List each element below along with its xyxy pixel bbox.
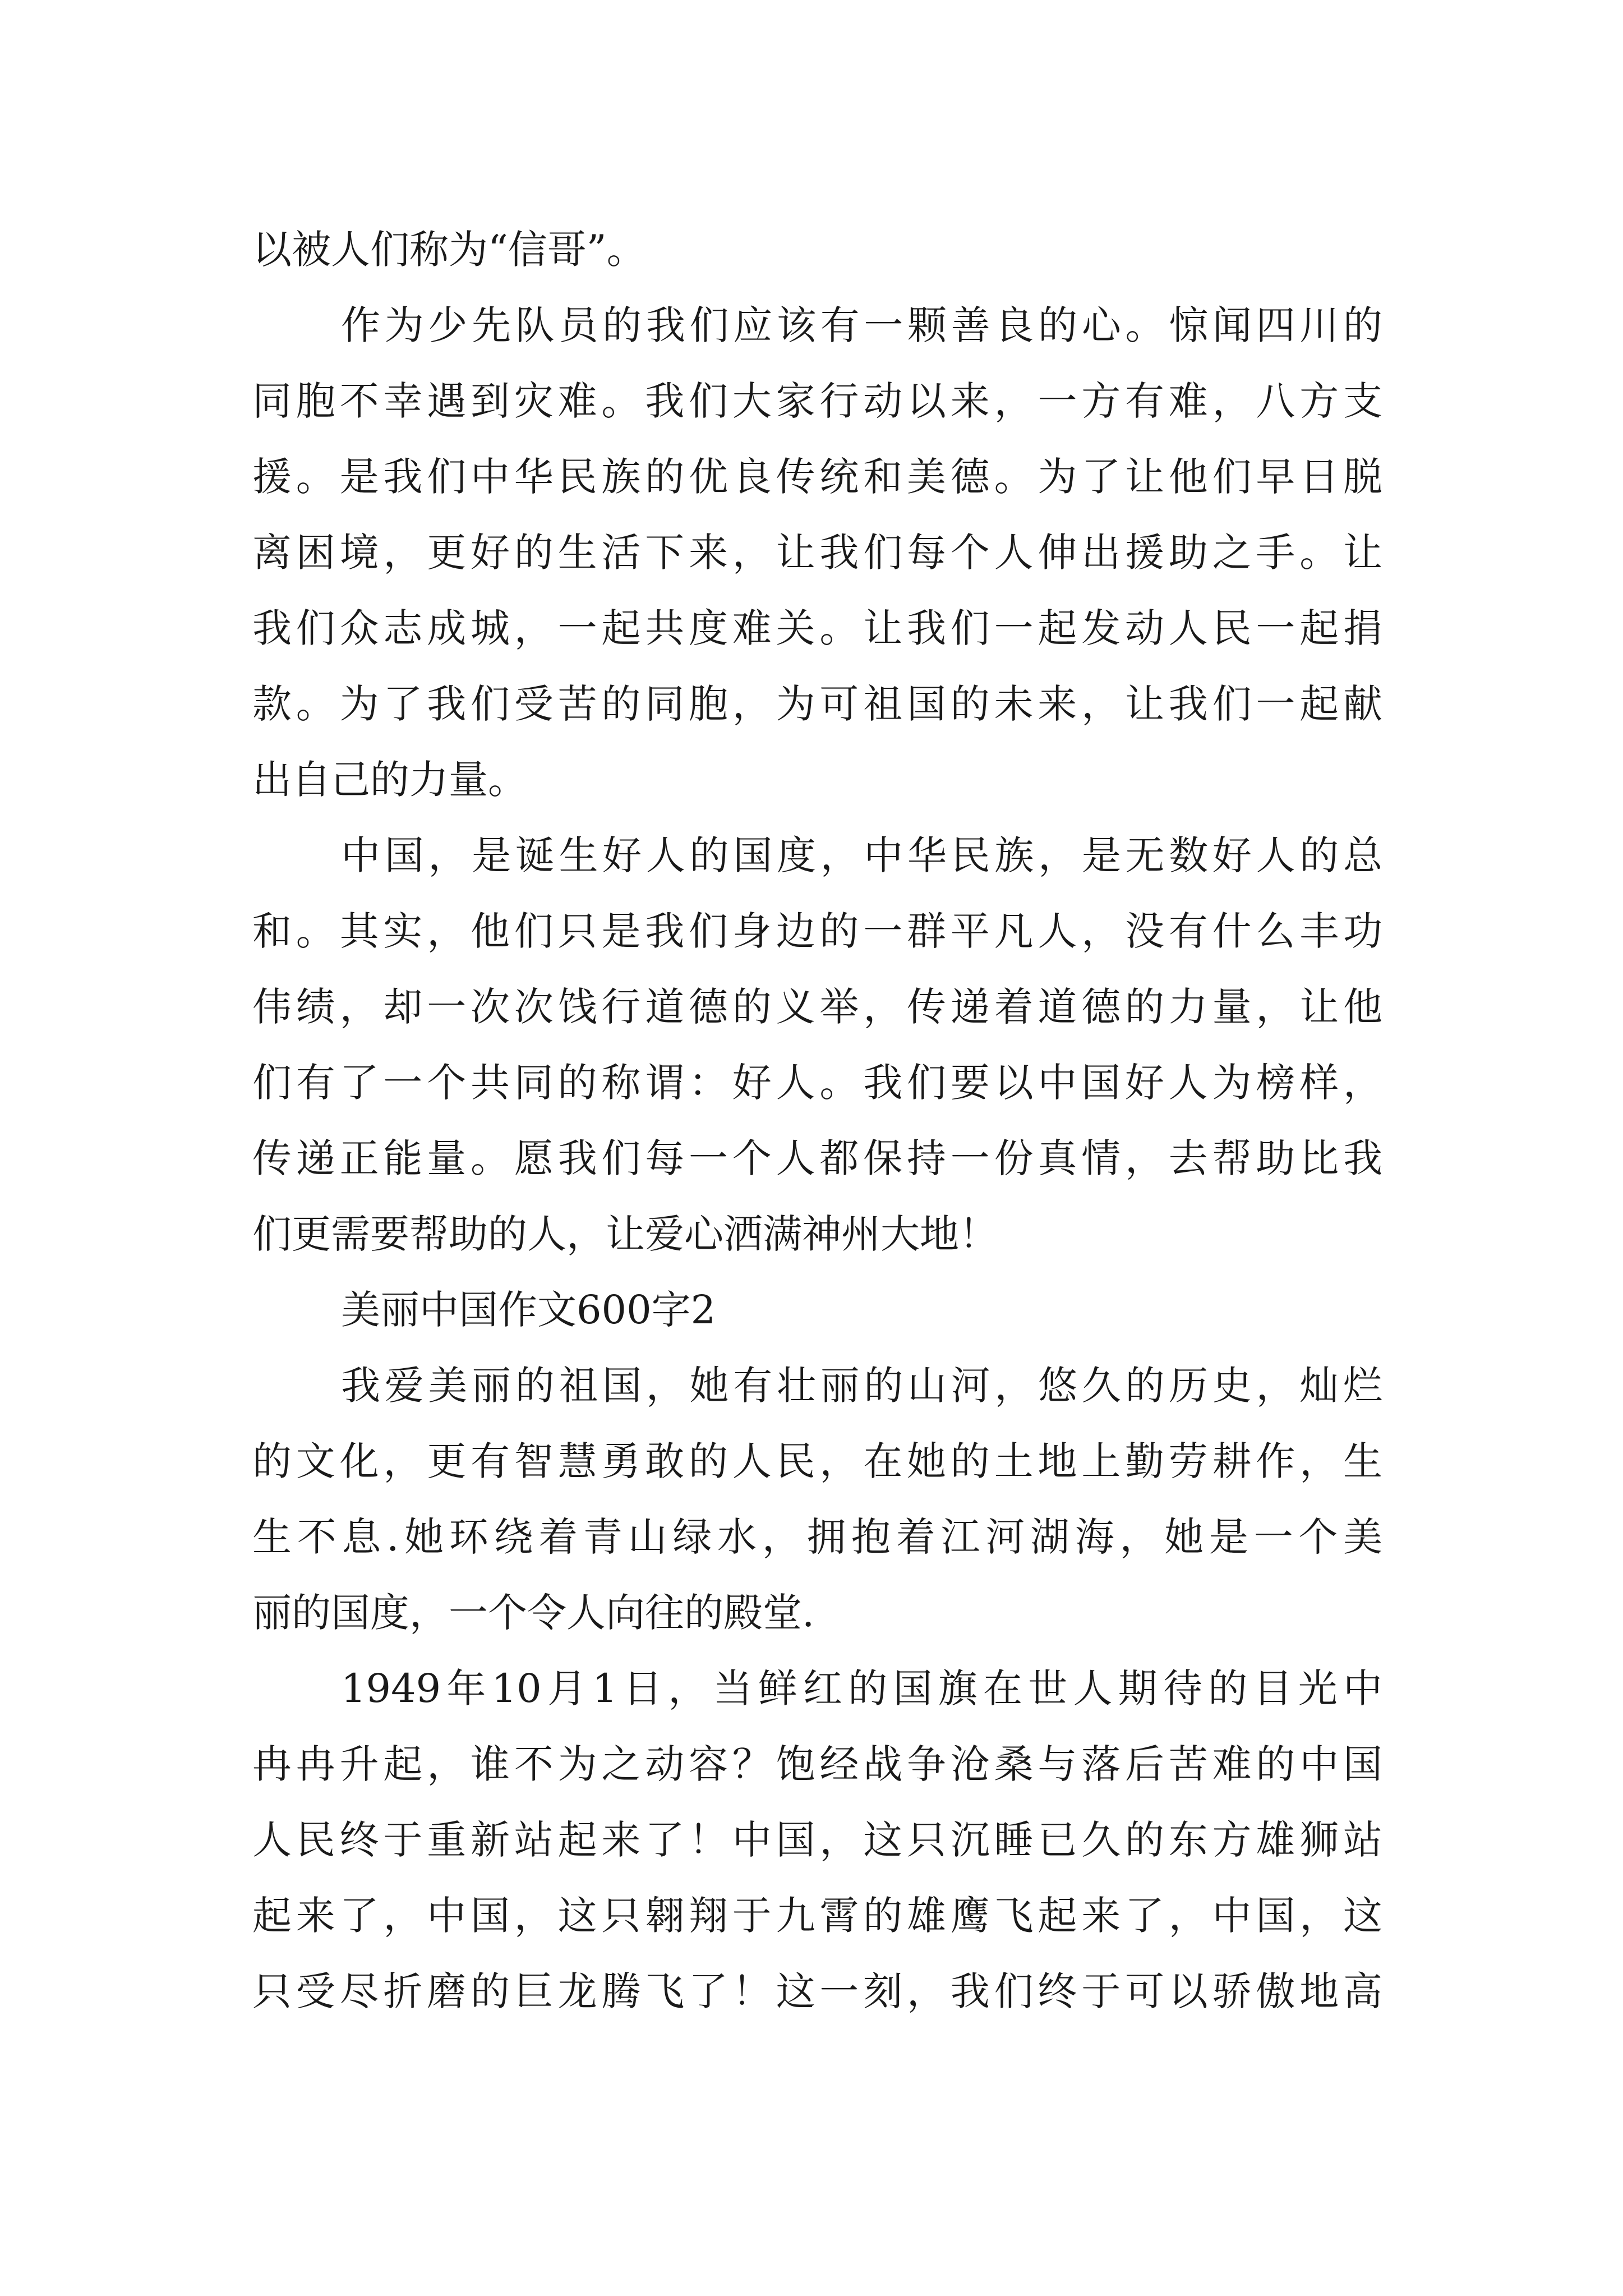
text-line: 的文化，更有智慧勇敢的人民，在她的土地上勤劳耕作，生 <box>252 1438 1382 1484</box>
text-line: 出自己的力量。 <box>252 757 527 803</box>
text-line: 们有了一个共同的称谓：好人。我们要以中国好人为榜样， <box>252 1060 1382 1106</box>
text-line: 冉冉升起，谁不为之动容？饱经战争沧桑与落后苦难的中国 <box>252 1741 1382 1787</box>
text-line: 丽的国度，一个令人向往的殿堂. <box>252 1590 815 1636</box>
text-line: 们更需要帮助的人，让爱心洒满神州大地！ <box>252 1211 998 1257</box>
text-line: 我爱美丽的祖国，她有壮丽的山河，悠久的历史，灿烂 <box>341 1363 1382 1409</box>
text-line: 人民终于重新站起来了！中国，这只沉睡已久的东方雄狮站 <box>252 1817 1382 1863</box>
section-heading: 美丽中国作文600字2 <box>341 1287 716 1333</box>
text-line: 款。为了我们受苦的同胞，为可祖国的未来，让我们一起献 <box>252 681 1382 727</box>
text-line: 同胞不幸遇到灾难。我们大家行动以来，一方有难，八方支 <box>252 378 1382 424</box>
text-line: 中国，是诞生好人的国度，中华民族，是无数好人的总 <box>341 832 1382 878</box>
text-line: 1949年10月1日，当鲜红的国旗在世人期待的目光中 <box>341 1665 1382 1711</box>
text-line: 传递正能量。愿我们每一个人都保持一份真情，去帮助比我 <box>252 1135 1382 1181</box>
text-line: 生不息.她环绕着青山绿水，拥抱着江河湖海，她是一个美 <box>252 1514 1382 1560</box>
text-line: 以被人们称为“信哥”。 <box>252 227 646 273</box>
text-line: 作为少先队员的我们应该有一颗善良的心。惊闻四川的 <box>341 302 1382 348</box>
text-line: 离困境，更好的生活下来，让我们每个人伸出援助之手。让 <box>252 530 1382 576</box>
text-line: 只受尽折磨的巨龙腾飞了！这一刻，我们终于可以骄傲地高 <box>252 1968 1382 2014</box>
text-line: 起来了，中国，这只翱翔于九霄的雄鹰飞起来了，中国，这 <box>252 1893 1382 1939</box>
text-line: 我们众志成城，一起共度难关。让我们一起发动人民一起捐 <box>252 605 1382 651</box>
text-line: 和。其实，他们只是我们身边的一群平凡人，没有什么丰功 <box>252 908 1382 954</box>
document-body <box>252 212 1382 2030</box>
text-line: 援。是我们中华民族的优良传统和美德。为了让他们早日脱 <box>252 454 1382 500</box>
text-line: 伟绩，却一次次饯行道德的义举，传递着道德的力量，让他 <box>252 984 1382 1030</box>
